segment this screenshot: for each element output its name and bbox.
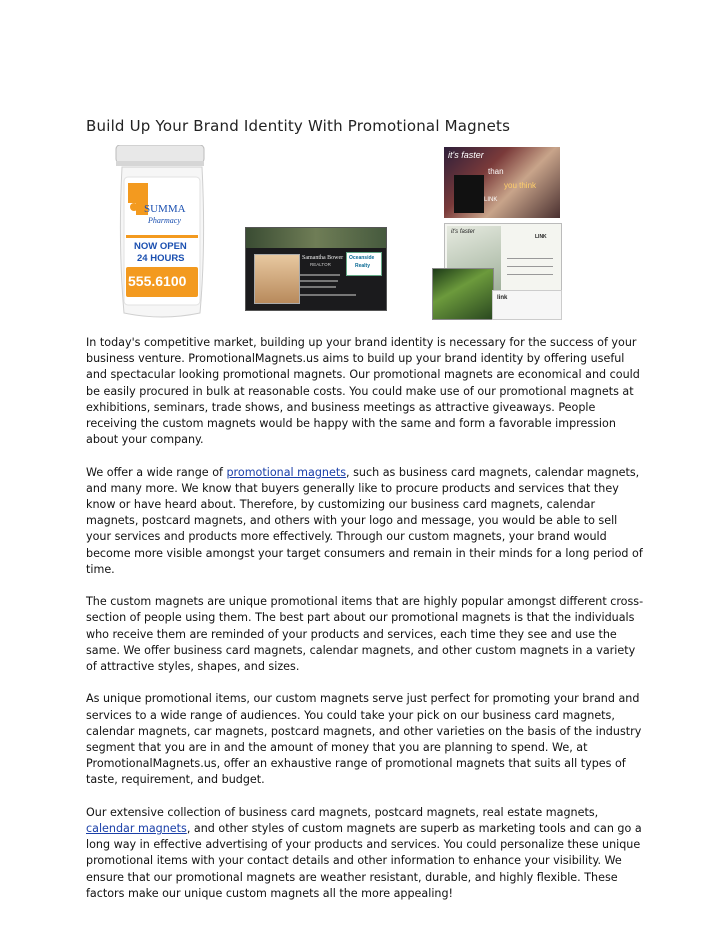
postcard-line3: you think [504, 181, 537, 190]
realty-logo-line1: Oceanside [349, 255, 375, 261]
pharmacy-brand-name: SUMMA [144, 203, 186, 215]
document-body [86, 335, 644, 918]
now-open-text: NOW OPEN [134, 241, 187, 252]
contact-line [300, 274, 340, 276]
realty-logo-line2: Realty [355, 263, 371, 269]
postcard-line1: it's faster [448, 150, 484, 160]
calendar-magnets-link[interactable]: calendar magnets [86, 822, 187, 836]
paragraph-5-text-a: Our extensive collection of business card magnets, postcard magnets, real estate magnets, [86, 805, 599, 819]
pharmacy-bottle-image [112, 145, 212, 320]
paragraph-4: As unique promotional items, our custom magnets serve just perfect for promoting your brand and services to a wide range of audiences. You could take your pick on our business card magnets, calendar magnets, car magnets, postcard magnets, and other varieties on the basis of the industry segment that you are in and the amount of money that you are planning to spend. We, at PromotionalMagnets.us, offer an exhaustive range of promotional magnets that suits all types of taste, requirement, and budget. [86, 692, 642, 787]
paragraph-5 [86, 805, 644, 902]
postcard-back-brand: LINK [535, 234, 547, 240]
postcard-back-heading: it's faster [451, 229, 475, 235]
pharmacy-phone: 555.6100 [128, 273, 187, 289]
postcard-small-image [432, 268, 494, 320]
paragraph-1: In today's competitive market, building up your brand identity is necessary for the success of your business venture. PromotionalMagnets.us aims to build up your brand identity by offering useful and spectacular looking promotional magnets. Our promotional magnets are economical and could be easily procured in bulk at reasonable costs. You could make use of our promotional magnets at exhibitions, seminars, trade shows, and business meetings as attractive giveaways. People receiving the custom magnets would be happy with the same and form a favorable impression about your company. [86, 336, 640, 447]
contact-line [300, 286, 336, 288]
paragraph-5-text-b: , and other styles of custom magnets are superb as marketing tools and can go a long way in effective advertising of your products and services. You could personalize these unique promotional items with your contact details and other information to enhance your visibility. We ensure that our promotional magnets are weather resistant, durable, and highly flexible. These factors make our unique custom magnets all the more appealing! [86, 822, 642, 900]
pharmacy-brand-sub: Pharmacy [148, 216, 181, 225]
paragraph-3: The custom magnets are unique promotional items that are highly popular amongst different cross-section of people using them. The best part about our promotional magnets is that the individuals who receive them are reminded of your products and services, each time they see and use the same. We offer business card magnets, calendar magnets, and other custom magnets in a variety of attractive styles, shapes, and sizes. [86, 595, 644, 674]
contact-line [300, 280, 338, 282]
document-title: Build Up Your Brand Identity With Promotional Magnets [86, 117, 511, 135]
postcard-small-brand: link [497, 295, 508, 301]
agent-role: REALTOR [310, 262, 331, 267]
postcard-line2: than [488, 167, 504, 176]
paragraph-2-text-b: , such as business card magnets, calendar magnets, and many more. We know that buyers generally like to procure products and services that they know or have heard about. Therefore, by customizing our business card magnets, calendar magnets, postcard magnets, and others with your logo and message, you would be able to sell your services and products more effectively. Through our custom magnets, your brand would become more visible amongst your target consumers and remain in their minds for a long period of time. [86, 465, 643, 576]
postcard-brand: LINK [484, 197, 498, 203]
card-banner [246, 228, 386, 248]
paragraph-2 [86, 465, 644, 578]
pharmacy-bottle-graphic [112, 145, 212, 320]
address-line [507, 258, 553, 259]
contact-line [300, 294, 356, 296]
address-line [507, 266, 553, 267]
postcard-small-back [492, 290, 562, 320]
business-card-image [245, 227, 387, 311]
realty-logo [346, 252, 382, 276]
agent-name: Samantha Bower [302, 255, 344, 261]
postcard-front-image [444, 147, 560, 218]
24-hours-text: 24 HOURS [137, 253, 185, 264]
paragraph-2-text-a: We offer a wide range of [86, 465, 227, 479]
address-line [507, 274, 553, 275]
agent-photo [254, 254, 300, 304]
promotional-magnets-link[interactable]: promotional magnets [226, 465, 347, 479]
city-silhouette [454, 175, 484, 213]
